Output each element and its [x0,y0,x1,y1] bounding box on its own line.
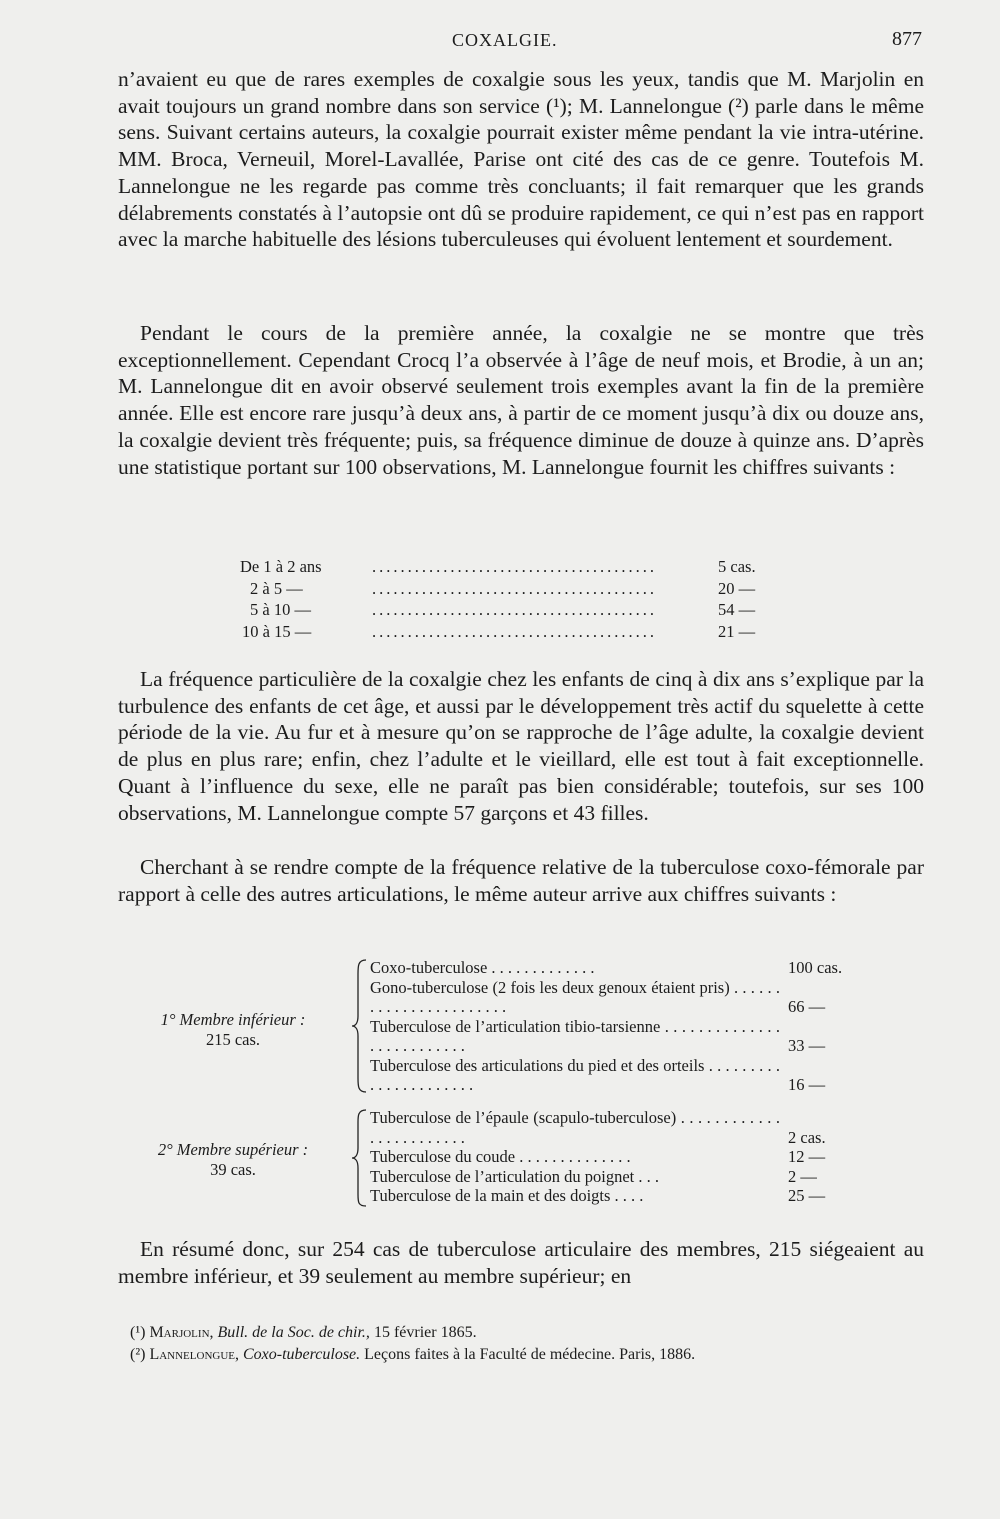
table-row [240,621,780,643]
item-value: 2 cas. [788,1127,826,1147]
upper-limb-group [118,1108,924,1208]
item-label: Tuberculose du coude . . . . . . . . . . . . . . [370,1147,631,1166]
leader-dots: ........................................ [372,621,657,641]
table-row [240,578,780,600]
leader-dots: ........................................ [372,600,657,619]
paragraph-text: Cherchant à se rendre compte de la fréquence relative de la tuberculose coxo-fémorale par rapport à celle des autres articulations, le même auteur arrive aux chiffres suivants : [118,855,924,906]
footnote-rest: Leçons faites à la Faculté de médecine. Paris, 1886. [364,1345,696,1363]
paragraph-4 [118,854,924,907]
table-row [240,556,780,578]
item-value: 2 — [788,1166,817,1186]
paragraph-text: En résumé donc, sur 254 cas de tuberculose articulaire des membres, 215 siégeaient au membre inférieur, et 39 seulement au membre supérieur; en [118,1237,924,1288]
curly-brace-icon [350,958,372,1094]
paragraph-3 [118,666,924,826]
lower-limb-items [370,958,920,1095]
footnote-rest: 15 février 1865. [373,1324,477,1341]
case-count: 5 cas. [718,557,756,576]
item-value: 25 — [788,1186,826,1205]
group-label [118,1010,348,1049]
footnote-author: Lannelongue, [149,1345,239,1363]
paragraph-1 [118,66,924,253]
running-title: COXALGIE. [452,30,558,50]
paragraph-5 [118,1236,924,1289]
group-count: 215 cas. [205,1029,261,1049]
list-item [370,1056,920,1095]
age-range: 10 à 15 — [242,621,312,641]
paragraph-text: n’avaient eu que de rares exemples de coxalgie sous les yeux, tandis que M. Marjolin en avait toujours un grand nombre dans son service (¹); M. Lannelongue (²) parle dans le même sens. Suivant certains auteurs, la coxalgie pourrait exister même pendant la vie intra-utérine. MM. Broca, Verneuil, Morel-Lavallée, Parise ont cité des cas de ce genre. Toutefois M. Lannelongue ne les regarde pas comme très concluants; il fait remarquer que les grands délabrements constatés à l’autopsie ont dû se produire rapidement, ce qui n’est pas en rapport avec la marche habituelle des lésions tuberculeuses qui évoluent lentement et sourdement. [118,67,924,252]
age-frequency-table [240,556,780,642]
paragraph-text: La fréquence particulière de la coxalgie chez les enfants de cinq à dix ans s’explique par la turbulence des enfants de cet âge, et aussi par le développement très actif du squelette à cette période de la vie. Au fur et à mesure qu’on se rapproche de l’âge adulte, la coxalgie devient de plus en plus rare; enfin, chez l’adulte et le vieillard, elle est tout à fait exceptionnelle. Quant à l’influence du sexe, elle ne paraît pas bien considérable; toutefois, sur ses 100 observations, M. Lannelongue compte 57 garçons et 43 filles. [118,667,924,825]
list-item [370,958,920,978]
age-range: De 1 à 2 ans [240,557,322,576]
list-item [370,1147,920,1167]
footnote-1 [130,1322,920,1344]
item-label: Coxo-tuberculose . . . . . . . . . . . . . [370,958,595,977]
curly-brace-icon [350,1108,372,1208]
footnote-marker: (¹) [130,1324,146,1341]
page-number: 877 [892,28,922,50]
list-item [370,1167,920,1187]
paragraph-2 [118,320,924,480]
lower-limb-group [118,958,924,1096]
footnotes [130,1322,920,1365]
item-label: Gono-tuberculose (2 fois les deux genoux étaient pris) . . . . . . . . . . . . . . . . . . . . . . . [370,977,780,1016]
footnote-work: Coxo-tuberculose. [243,1345,361,1363]
paragraph-text: Pendant le cours de la première année, la coxalgie ne se montre que très exceptionnellement. Cependant Crocq l’a observée à l’âge de neuf mois, et Brodie, à un an; M. Lannelongue dit en avoir observé seulement trois exemples avant la fin de la première année. Elle est encore rare jusqu’à deux ans, à partir de ce moment jusqu’à dix ou douze ans, la coxalgie devient très fréquente; puis, sa fréquence diminue de douze à quinze ans. D’après une statistique portant sur 100 observations, M. Lannelongue fournit les chiffres suivants : [118,321,924,479]
page-header [0,30,1000,58]
case-count: 20 — [718,578,756,598]
leader-dots: ........................................ [372,578,657,598]
footnote-work: Bull. de la Soc. de chir., [217,1324,370,1341]
item-value: 100 cas. [788,958,843,977]
list-item [370,1017,920,1056]
group-label [118,1140,348,1179]
item-label: Tuberculose de l’épaule (scapulo-tuberculose) . . . . . . . . . . . . . . . . . . . . . . . . [370,1108,780,1147]
table-row [240,599,780,621]
footnote-author: Marjolin, [149,1324,214,1341]
group-title: 2° Membre supérieur : [157,1140,309,1159]
item-value: 16 — [788,1075,826,1094]
item-label: Tuberculose des articulations du pied et des orteils . . . . . . . . . . . . . . . . . . . . . . [370,1055,780,1094]
item-label: Tuberculose de la main et des doigts . . . . [370,1186,644,1205]
item-value: 12 — [788,1147,826,1166]
item-value: 33 — [788,1036,826,1055]
footnote-marker: (²) [130,1345,146,1363]
item-value: 66 — [788,997,826,1016]
group-title: 1° Membre inférieur : [160,1010,306,1029]
item-label: Tuberculose de l’articulation tibio-tarsienne . . . . . . . . . . . . . . . . . . . . . . . . . . [370,1016,780,1055]
list-item [370,1186,920,1206]
list-item [370,1108,920,1147]
list-item [370,978,920,1017]
age-range: 2 à 5 — [250,578,303,598]
case-count: 54 — [718,600,756,619]
age-range: 5 à 10 — [250,600,311,619]
item-label: Tuberculose de l’articulation du poignet . . . [370,1166,659,1186]
leader-dots: ........................................ [372,557,657,576]
upper-limb-items [370,1108,920,1206]
group-count: 39 cas. [210,1159,256,1179]
case-count: 21 — [718,621,756,641]
footnote-2 [130,1344,920,1366]
